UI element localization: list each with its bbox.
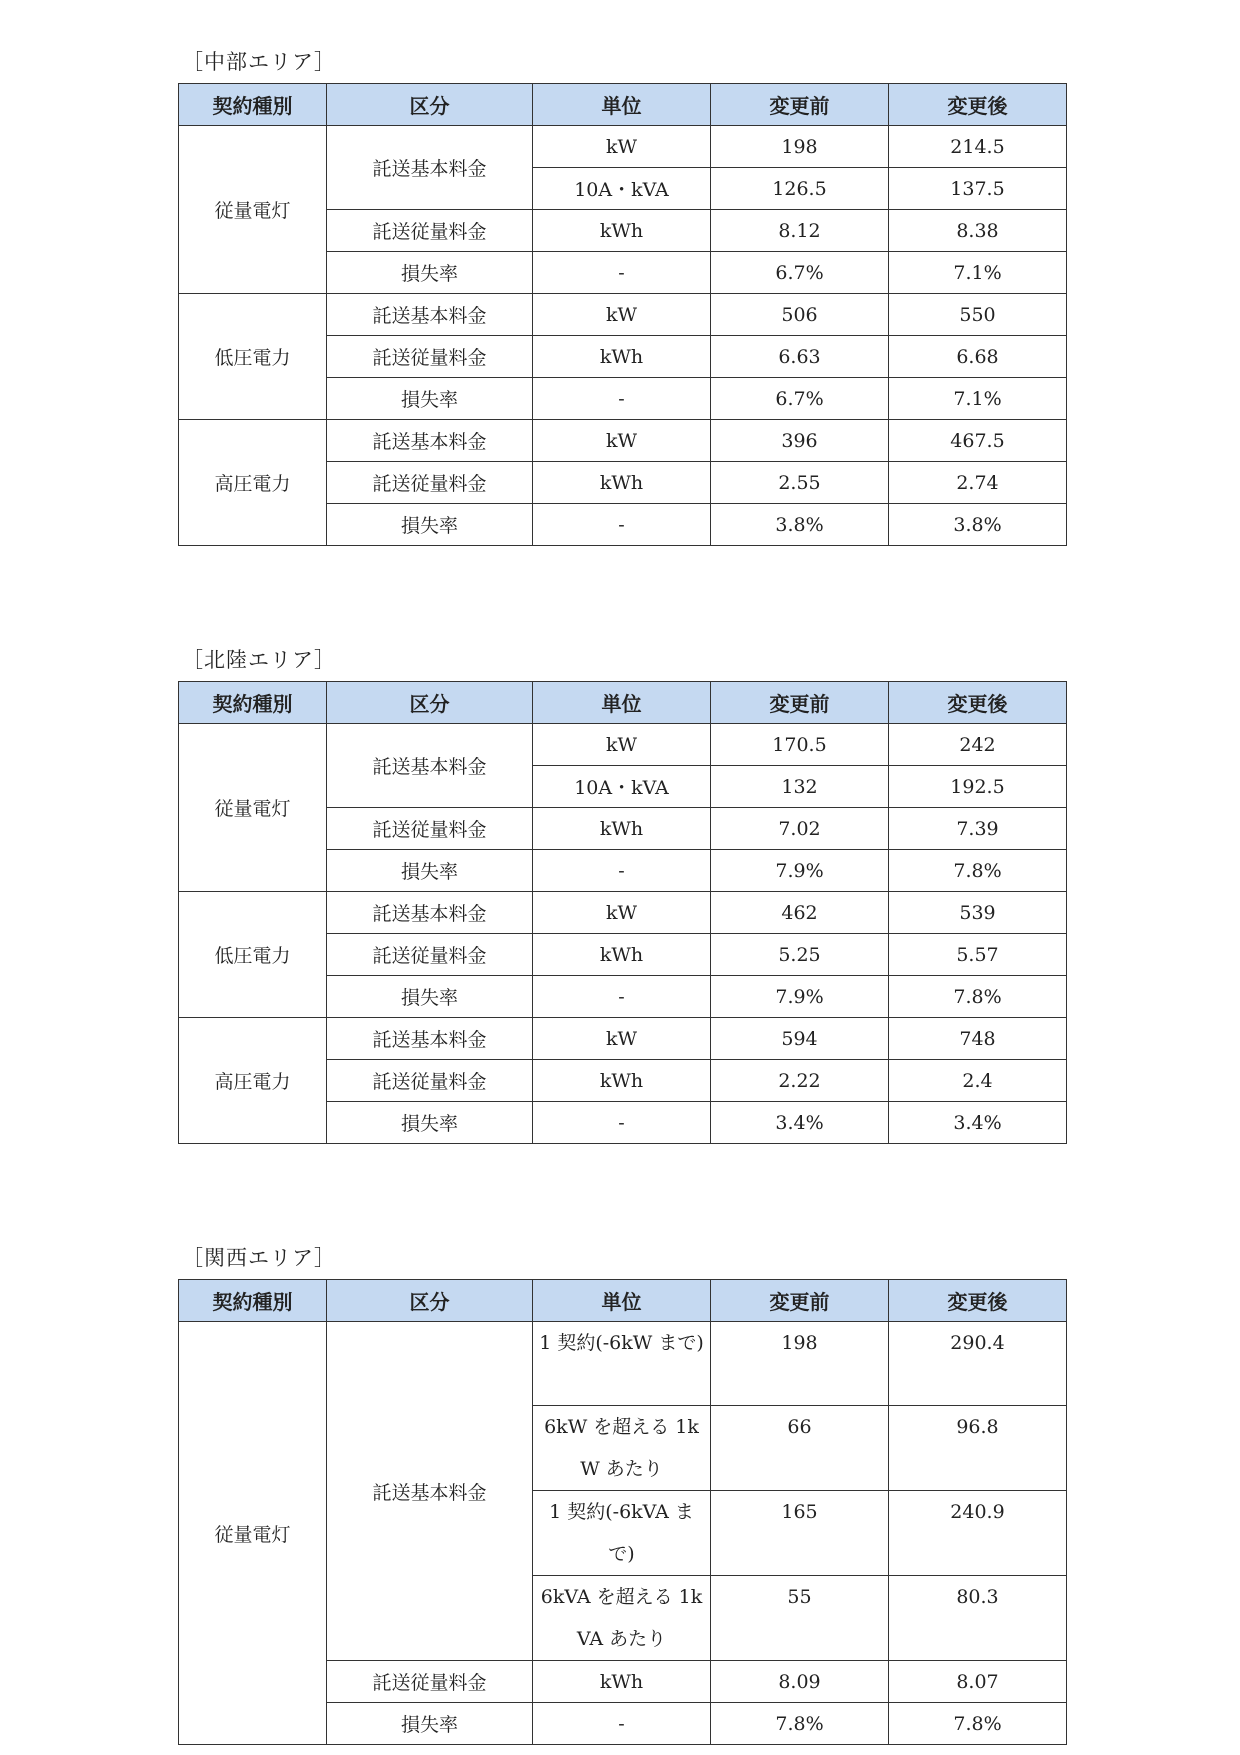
category-cell: 託送基本料金 (327, 1322, 533, 1661)
after-cell: 6.68 (889, 336, 1067, 378)
header-before: 変更前 (711, 682, 889, 724)
unit-cell: 10A・kVA (533, 168, 711, 210)
category-cell: 損失率 (327, 1703, 533, 1745)
unit-cell: kW (533, 724, 711, 766)
category-cell: 託送従量料金 (327, 1060, 533, 1102)
before-cell: 6.7% (711, 378, 889, 420)
after-cell: 7.8% (889, 850, 1067, 892)
after-cell: 3.4% (889, 1102, 1067, 1144)
before-cell: 170.5 (711, 724, 889, 766)
unit-cell: kWh (533, 1661, 711, 1703)
unit-cell: kWh (533, 1060, 711, 1102)
unit-cell: kWh (533, 336, 711, 378)
header-category: 区分 (327, 84, 533, 126)
contract-type-cell: 従量電灯 (179, 724, 327, 892)
unit-cell: - (533, 504, 711, 546)
category-cell: 託送基本料金 (327, 420, 533, 462)
contract-type-cell: 高圧電力 (179, 1018, 327, 1144)
after-cell: 214.5 (889, 126, 1067, 168)
unit-cell: 1 契約(-6kVA まで) (533, 1491, 711, 1576)
before-cell: 506 (711, 294, 889, 336)
after-cell: 748 (889, 1018, 1067, 1060)
after-cell: 8.38 (889, 210, 1067, 252)
after-cell: 7.1% (889, 252, 1067, 294)
category-cell: 損失率 (327, 976, 533, 1018)
unit-cell: kWh (533, 934, 711, 976)
before-cell: 7.9% (711, 850, 889, 892)
before-cell: 198 (711, 126, 889, 168)
after-cell: 137.5 (889, 168, 1067, 210)
before-cell: 2.55 (711, 462, 889, 504)
table-header-row (179, 1280, 1067, 1322)
category-cell: 託送従量料金 (327, 462, 533, 504)
table-row (179, 724, 1067, 766)
before-cell: 66 (711, 1406, 889, 1491)
unit-cell: 10A・kVA (533, 766, 711, 808)
after-cell: 7.39 (889, 808, 1067, 850)
before-cell: 2.22 (711, 1060, 889, 1102)
after-cell: 290.4 (889, 1322, 1067, 1406)
chubu-area-title: ［中部エリア］ (182, 50, 336, 74)
header-contract-type: 契約種別 (179, 84, 327, 126)
header-after: 変更後 (889, 84, 1067, 126)
after-cell: 7.1% (889, 378, 1067, 420)
after-cell: 8.07 (889, 1661, 1067, 1703)
hokuriku-area-title: ［北陸エリア］ (182, 648, 336, 672)
unit-cell: kWh (533, 808, 711, 850)
table-row (179, 294, 1067, 336)
category-cell: 損失率 (327, 378, 533, 420)
unit-cell: - (533, 1102, 711, 1144)
unit-cell: - (533, 1703, 711, 1745)
category-cell: 損失率 (327, 850, 533, 892)
hokuriku-rate-table (178, 681, 1067, 1144)
after-cell: 240.9 (889, 1491, 1067, 1576)
kansai-area-title: ［関西エリア］ (182, 1246, 336, 1270)
header-category: 区分 (327, 682, 533, 724)
category-cell: 損失率 (327, 504, 533, 546)
header-before: 変更前 (711, 1280, 889, 1322)
after-cell: 550 (889, 294, 1067, 336)
before-cell: 594 (711, 1018, 889, 1060)
category-cell: 託送従量料金 (327, 210, 533, 252)
table-row (179, 1322, 1067, 1406)
unit-cell: - (533, 850, 711, 892)
before-cell: 3.8% (711, 504, 889, 546)
before-cell: 7.9% (711, 976, 889, 1018)
after-cell: 3.8% (889, 504, 1067, 546)
after-cell: 242 (889, 724, 1067, 766)
before-cell: 55 (711, 1576, 889, 1661)
after-cell: 7.8% (889, 976, 1067, 1018)
contract-type-cell: 高圧電力 (179, 420, 327, 546)
after-cell: 2.74 (889, 462, 1067, 504)
category-cell: 託送従量料金 (327, 1661, 533, 1703)
unit-cell: kW (533, 1018, 711, 1060)
header-after: 変更後 (889, 682, 1067, 724)
table-row (179, 1018, 1067, 1060)
table-header-row (179, 682, 1067, 724)
unit-cell: kW (533, 420, 711, 462)
unit-cell: 6kW を超える 1kW あたり (533, 1406, 711, 1491)
contract-type-cell: 従量電灯 (179, 126, 327, 294)
unit-cell: - (533, 976, 711, 1018)
before-cell: 396 (711, 420, 889, 462)
header-before: 変更前 (711, 84, 889, 126)
unit-cell: 6kVA を超える 1kVA あたり (533, 1576, 711, 1661)
before-cell: 6.7% (711, 252, 889, 294)
contract-type-cell: 低圧電力 (179, 892, 327, 1018)
unit-cell: kWh (533, 210, 711, 252)
after-cell: 467.5 (889, 420, 1067, 462)
header-category: 区分 (327, 1280, 533, 1322)
after-cell: 80.3 (889, 1576, 1067, 1661)
unit-cell: - (533, 378, 711, 420)
table-header-row (179, 84, 1067, 126)
unit-cell: 1 契約(-6kW まで) (533, 1322, 711, 1406)
unit-cell: kW (533, 126, 711, 168)
header-unit: 単位 (533, 682, 711, 724)
contract-type-cell: 低圧電力 (179, 294, 327, 420)
category-cell: 託送従量料金 (327, 934, 533, 976)
category-cell: 託送基本料金 (327, 126, 533, 210)
category-cell: 託送従量料金 (327, 336, 533, 378)
header-contract-type: 契約種別 (179, 1280, 327, 1322)
before-cell: 8.09 (711, 1661, 889, 1703)
unit-cell: kW (533, 294, 711, 336)
before-cell: 5.25 (711, 934, 889, 976)
contract-type-cell: 従量電灯 (179, 1322, 327, 1745)
after-cell: 5.57 (889, 934, 1067, 976)
after-cell: 192.5 (889, 766, 1067, 808)
header-after: 変更後 (889, 1280, 1067, 1322)
before-cell: 126.5 (711, 168, 889, 210)
before-cell: 165 (711, 1491, 889, 1576)
after-cell: 7.8% (889, 1703, 1067, 1745)
after-cell: 539 (889, 892, 1067, 934)
category-cell: 損失率 (327, 1102, 533, 1144)
category-cell: 託送基本料金 (327, 724, 533, 808)
category-cell: 託送従量料金 (327, 808, 533, 850)
unit-cell: kWh (533, 462, 711, 504)
after-cell: 96.8 (889, 1406, 1067, 1491)
chubu-rate-table (178, 83, 1067, 546)
category-cell: 託送基本料金 (327, 1018, 533, 1060)
category-cell: 託送基本料金 (327, 892, 533, 934)
header-unit: 単位 (533, 84, 711, 126)
before-cell: 8.12 (711, 210, 889, 252)
before-cell: 6.63 (711, 336, 889, 378)
before-cell: 3.4% (711, 1102, 889, 1144)
category-cell: 損失率 (327, 252, 533, 294)
unit-cell: - (533, 252, 711, 294)
table-row (179, 126, 1067, 168)
before-cell: 7.8% (711, 1703, 889, 1745)
after-cell: 2.4 (889, 1060, 1067, 1102)
header-unit: 単位 (533, 1280, 711, 1322)
before-cell: 7.02 (711, 808, 889, 850)
header-contract-type: 契約種別 (179, 682, 327, 724)
table-row (179, 892, 1067, 934)
before-cell: 198 (711, 1322, 889, 1406)
unit-cell: kW (533, 892, 711, 934)
before-cell: 132 (711, 766, 889, 808)
table-row (179, 420, 1067, 462)
category-cell: 託送基本料金 (327, 294, 533, 336)
before-cell: 462 (711, 892, 889, 934)
kansai-rate-table (178, 1279, 1067, 1745)
